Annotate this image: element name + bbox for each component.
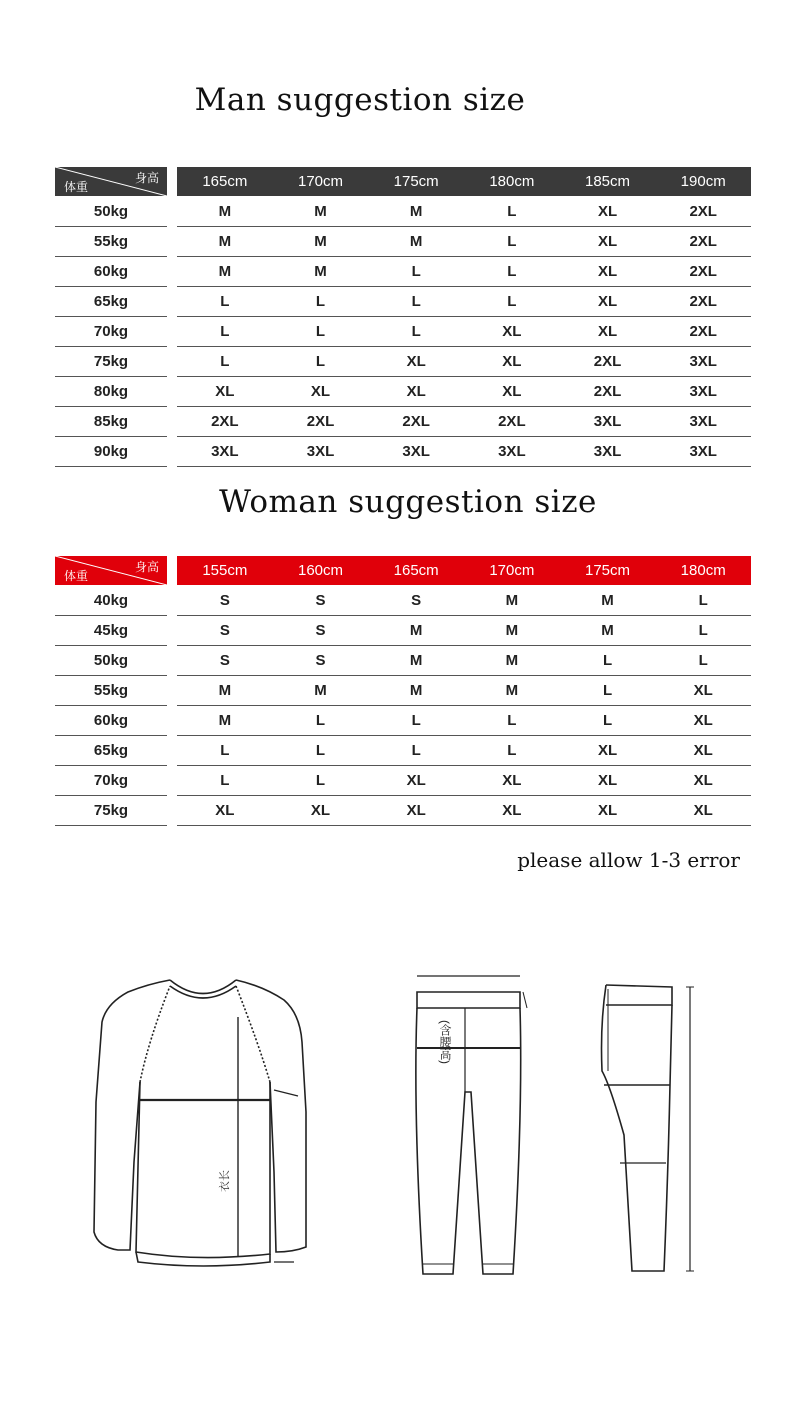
size-cell: 2XL	[593, 383, 622, 400]
size-cell: XL	[502, 353, 522, 370]
size-cells	[177, 646, 751, 676]
size-cell: XL	[693, 712, 713, 729]
weight-cell: 65kg	[55, 736, 167, 766]
weight-cell: 75kg	[55, 796, 167, 826]
size-cell: L	[411, 293, 421, 310]
size-cell: M	[218, 233, 232, 250]
table-row	[0, 347, 800, 377]
size-cell: M	[314, 682, 327, 699]
size-cell: L	[315, 353, 326, 370]
size-cell: L	[507, 233, 517, 250]
size-cells	[177, 796, 751, 826]
height-column-header: 175cm	[585, 562, 631, 579]
size-cell: 3XL	[498, 443, 526, 460]
size-cell: 2XL	[211, 413, 239, 430]
size-cell: M	[601, 622, 614, 639]
size-cell: XL	[310, 383, 331, 400]
size-cell: XL	[693, 772, 713, 789]
weight-cell: 70kg	[55, 317, 167, 347]
size-cell: L	[315, 742, 326, 759]
size-cell: L	[698, 652, 708, 669]
pants-side-icon	[588, 975, 708, 1285]
size-cell: M	[218, 712, 232, 729]
size-cell: S	[219, 592, 230, 609]
size-cell: S	[219, 622, 230, 639]
error-note: please allow 1-3 error	[517, 848, 740, 872]
height-column-header: 190cm	[680, 173, 726, 190]
height-column-header: 185cm	[585, 173, 631, 190]
size-cell: 3XL	[689, 443, 717, 460]
size-cell: L	[507, 203, 517, 220]
pants-front-icon	[405, 962, 535, 1292]
size-cell: XL	[597, 293, 618, 310]
size-cells	[177, 227, 751, 257]
weight-cell: 40kg	[55, 586, 167, 616]
table-row	[0, 646, 800, 676]
table-row	[0, 257, 800, 287]
size-cell: L	[411, 323, 421, 340]
table-row	[0, 616, 800, 646]
weight-cell: 55kg	[55, 676, 167, 706]
size-cell: L	[220, 323, 230, 340]
table-row	[0, 586, 800, 616]
size-cell: S	[315, 592, 326, 609]
size-cells	[177, 736, 751, 766]
size-cell: M	[409, 682, 423, 699]
size-cell: XL	[597, 802, 618, 819]
size-cell: M	[505, 622, 519, 639]
size-cell: L	[315, 323, 326, 340]
weight-cell: 60kg	[55, 257, 167, 287]
corner-height-label: 身高	[134, 560, 159, 574]
weight-cell: 90kg	[55, 437, 167, 467]
size-cell: M	[409, 203, 423, 220]
size-cell: XL	[693, 742, 713, 759]
size-cell: XL	[597, 323, 618, 340]
size-cell: 2XL	[689, 323, 717, 340]
size-cell: M	[505, 592, 519, 609]
size-cell: L	[315, 772, 326, 789]
size-cell: M	[505, 682, 519, 699]
height-column-header: 180cm	[680, 562, 726, 579]
size-cell: XL	[406, 802, 426, 819]
size-cell: XL	[502, 323, 522, 340]
size-cell: L	[507, 293, 517, 310]
size-cell: L	[220, 353, 230, 370]
woman-size-title: Woman suggestion size	[219, 484, 597, 520]
waist-height-label: (含腰高)	[438, 1020, 452, 1064]
size-cell: M	[218, 203, 232, 220]
size-cell: M	[505, 652, 519, 669]
size-cell: L	[411, 712, 421, 729]
size-cell: XL	[693, 802, 713, 819]
size-cells	[177, 706, 751, 736]
corner-weight-label: 体重	[64, 569, 89, 583]
size-cell: S	[315, 652, 326, 669]
height-column-header: 160cm	[297, 562, 344, 579]
size-cell: L	[220, 293, 230, 310]
size-cell: L	[411, 742, 421, 759]
size-cell: XL	[502, 772, 522, 789]
size-cell: M	[409, 652, 423, 669]
size-cell: XL	[406, 772, 426, 789]
height-column-header: 165cm	[393, 562, 439, 579]
size-cell: 2XL	[689, 263, 717, 280]
weight-cell: 60kg	[55, 706, 167, 736]
height-column-header: 180cm	[489, 173, 535, 190]
size-cell: XL	[215, 802, 235, 819]
table-row	[0, 796, 800, 826]
size-cells	[177, 317, 751, 347]
size-cells	[177, 407, 751, 437]
height-column-header: 165cm	[202, 173, 248, 190]
size-cells	[177, 257, 751, 287]
size-cells	[177, 347, 751, 377]
size-cell: XL	[502, 383, 522, 400]
size-cell: L	[698, 622, 708, 639]
weight-cell: 65kg	[55, 287, 167, 317]
size-cell: M	[218, 682, 232, 699]
size-cell: 3XL	[689, 383, 717, 400]
size-cell: 3XL	[689, 413, 717, 430]
size-cell: XL	[215, 383, 235, 400]
table-row	[0, 317, 800, 347]
table-row	[0, 706, 800, 736]
size-cell: M	[314, 263, 327, 280]
size-cells	[177, 377, 751, 407]
size-cell: 3XL	[593, 443, 622, 460]
size-cell: XL	[597, 233, 618, 250]
weight-cell: 50kg	[55, 197, 167, 227]
weight-cell: 80kg	[55, 377, 167, 407]
table-row	[0, 227, 800, 257]
table-row	[0, 676, 800, 706]
size-cell: 3XL	[306, 443, 335, 460]
size-cell: L	[315, 712, 326, 729]
size-cell: L	[602, 712, 613, 729]
size-cell: XL	[502, 802, 522, 819]
weight-cell: 50kg	[55, 646, 167, 676]
size-cell: XL	[597, 772, 618, 789]
size-cell: L	[411, 263, 421, 280]
height-column-header: 170cm	[489, 562, 535, 579]
size-cell: 2XL	[689, 203, 717, 220]
height-column-header: 155cm	[202, 562, 248, 579]
size-cells	[177, 586, 751, 616]
table-row	[0, 407, 800, 437]
size-cell: XL	[597, 263, 618, 280]
woman-height-header	[177, 556, 751, 585]
size-cell: 2XL	[498, 413, 526, 430]
man-size-title: Man suggestion size	[194, 82, 526, 118]
size-cells	[177, 197, 751, 227]
size-cell: 2XL	[689, 233, 717, 250]
size-cell: S	[219, 652, 230, 669]
size-cell: 2XL	[689, 293, 717, 310]
size-cell: L	[507, 263, 517, 280]
size-cell: M	[314, 233, 327, 250]
size-cell: L	[602, 652, 613, 669]
size-cell: L	[315, 293, 326, 310]
table-row	[0, 736, 800, 766]
size-cell: L	[602, 682, 613, 699]
size-cell: XL	[310, 802, 331, 819]
size-cell: L	[507, 712, 517, 729]
weight-cell: 45kg	[55, 616, 167, 646]
table-row	[0, 766, 800, 796]
size-cell: 2XL	[306, 413, 335, 430]
size-cell: 2XL	[593, 353, 622, 370]
table-row	[0, 197, 800, 227]
size-cell: 3XL	[689, 353, 717, 370]
size-cell: M	[314, 203, 327, 220]
woman-corner-cell	[55, 556, 167, 585]
size-cell: M	[218, 263, 232, 280]
weight-cell: 55kg	[55, 227, 167, 257]
weight-cell: 85kg	[55, 407, 167, 437]
long-sleeve-shirt-icon	[88, 962, 318, 1282]
size-cell: M	[409, 622, 423, 639]
size-cell: M	[409, 233, 423, 250]
size-cell: 3XL	[402, 443, 430, 460]
table-row	[0, 287, 800, 317]
size-cell: S	[315, 622, 326, 639]
size-cells	[177, 437, 751, 467]
table-row	[0, 377, 800, 407]
size-cell: XL	[406, 383, 426, 400]
size-cell: 3XL	[593, 413, 622, 430]
svg-text:衣长: 衣长	[219, 1170, 231, 1192]
size-cell: L	[698, 592, 708, 609]
man-corner-cell	[55, 167, 167, 196]
size-cell: XL	[406, 353, 426, 370]
size-cells	[177, 676, 751, 706]
table-row	[0, 437, 800, 467]
weight-cell: 75kg	[55, 347, 167, 377]
size-cell: L	[507, 742, 517, 759]
size-cell: XL	[597, 742, 618, 759]
size-cell: 2XL	[402, 413, 430, 430]
corner-weight-label: 体重	[64, 180, 89, 194]
size-cells	[177, 766, 751, 796]
size-cells	[177, 616, 751, 646]
size-cell: S	[411, 592, 422, 609]
man-height-header	[177, 167, 751, 196]
height-column-header: 175cm	[393, 173, 439, 190]
size-cell: XL	[693, 682, 713, 699]
size-cell: M	[601, 592, 614, 609]
weight-cell: 70kg	[55, 766, 167, 796]
size-cell: XL	[597, 203, 618, 220]
size-cells	[177, 287, 751, 317]
size-cell: L	[220, 742, 230, 759]
size-cell: 3XL	[211, 443, 239, 460]
height-column-header: 170cm	[297, 173, 344, 190]
size-cell: L	[220, 772, 230, 789]
corner-height-label: 身高	[134, 171, 159, 185]
